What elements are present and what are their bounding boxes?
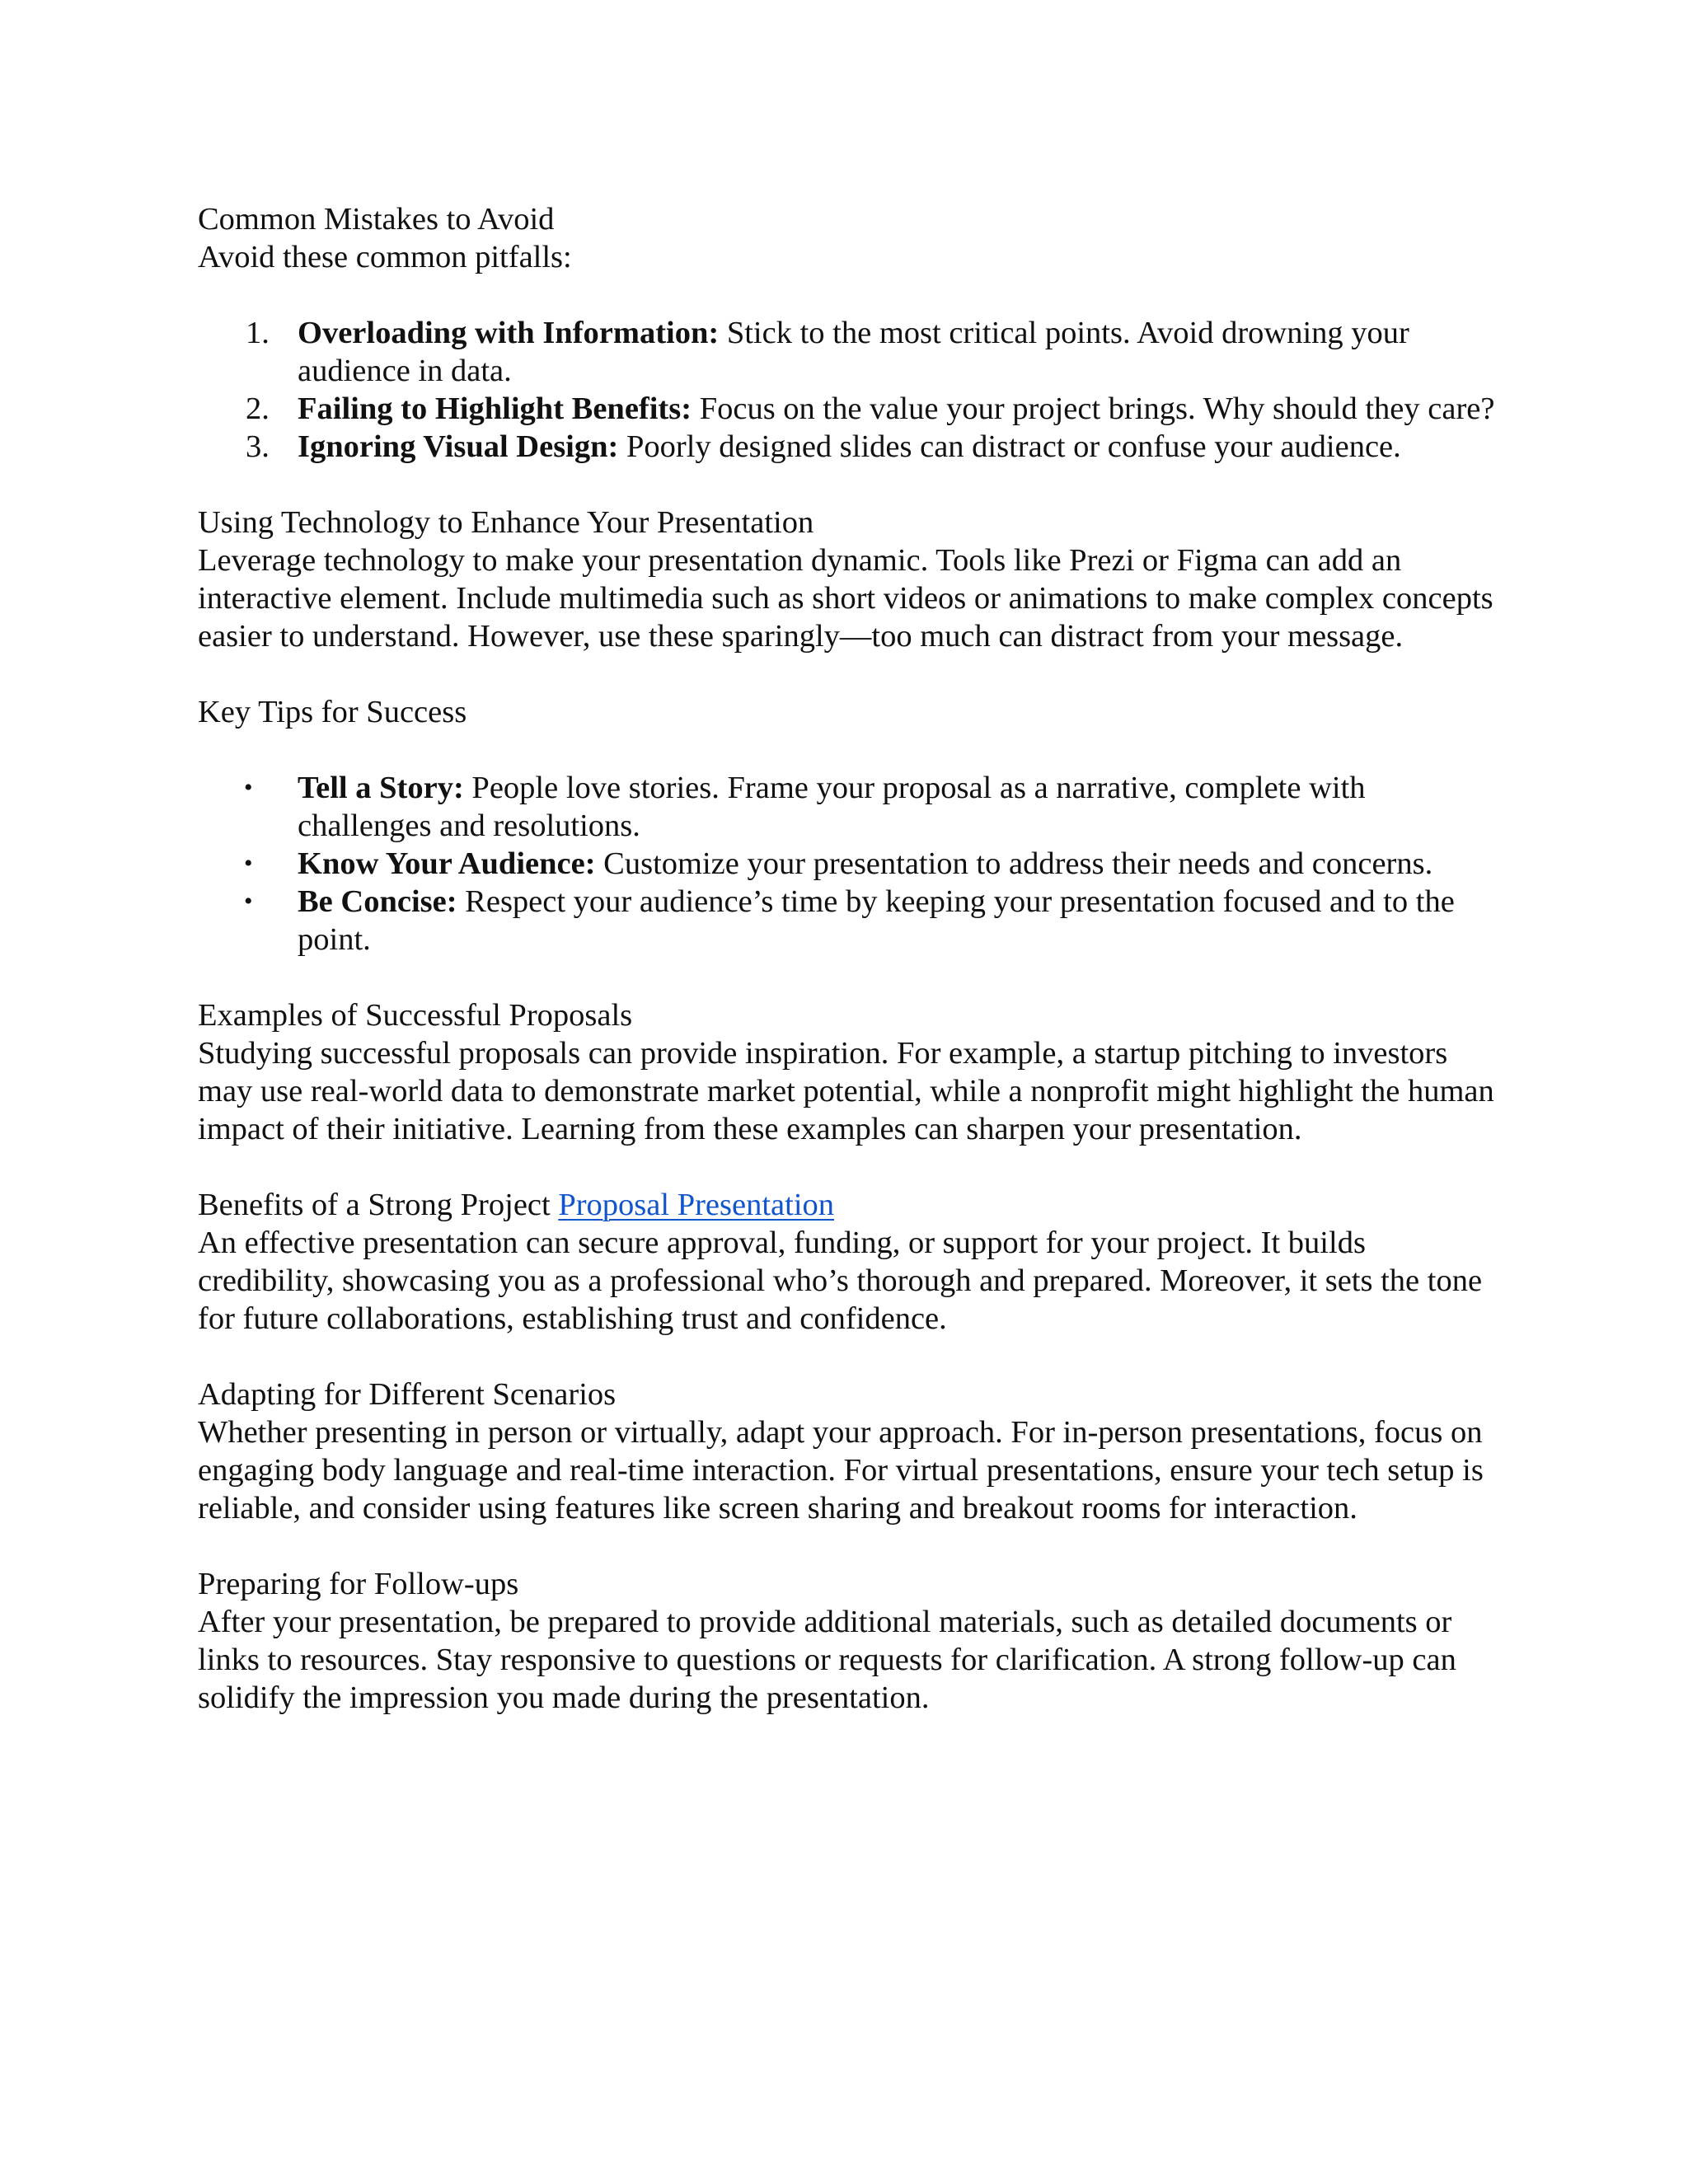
list-item-title: Tell a Story: — [298, 771, 464, 805]
list-item-text: Focus on the value your project brings. Why should they care? — [692, 391, 1495, 426]
list-item — [198, 769, 1500, 845]
document-page — [198, 200, 1500, 1717]
list-item — [198, 883, 1500, 958]
section-examples — [198, 996, 1500, 1148]
section-technology — [198, 504, 1500, 655]
section-body-technology: Leverage technology to make your presentation dynamic. Tools like Prezi or Figma can add an interactive element. Include multimedia such as short videos or animations to make complex concepts easier to understand. However, use these sparingly—too much can distract from your message. — [198, 543, 1493, 654]
list-item-title: Overloading with Information: — [298, 316, 720, 350]
list-number: 3. — [246, 429, 270, 464]
list-number: 2. — [246, 391, 270, 426]
section-heading-technology: Using Technology to Enhance Your Presentation — [198, 505, 814, 540]
proposal-presentation-link[interactable]: Proposal Presentation — [558, 1188, 835, 1222]
list-item-text: Respect your audience’s time by keeping your presentation focused and to the point. — [298, 884, 1455, 957]
section-scenarios — [198, 1376, 1500, 1527]
heading-text: Benefits of a Strong Project — [198, 1188, 559, 1222]
section-heading-tips: Key Tips for Success — [198, 695, 467, 729]
bullet-icon: • — [244, 774, 253, 801]
section-common-mistakes — [198, 200, 1500, 466]
list-item — [198, 845, 1500, 883]
numbered-list-mistakes — [198, 314, 1500, 466]
list-item-text: Customize your presentation to address their needs and concerns. — [595, 846, 1433, 881]
section-heading-scenarios: Adapting for Different Scenarios — [198, 1377, 617, 1412]
section-heading-benefits — [198, 1186, 1500, 1224]
list-item-title: Know Your Audience: — [298, 846, 596, 881]
bullet-list-tips — [198, 769, 1500, 958]
section-body-examples: Studying successful proposals can provide inspiration. For example, a startup pitching to investors may use real-world data to demonstrate market potential, while a nonprofit might highlight the human impact of their initiative. Learning from these examples can sharpen your presentation. — [198, 1036, 1494, 1146]
list-item-text: People love stories. Frame your proposal as a narrative, complete with challenges and resolutions. — [298, 771, 1366, 843]
list-item-text: Stick to the most critical points. Avoid drowning your audience in data. — [298, 316, 1409, 388]
list-item — [198, 390, 1500, 428]
section-heading-examples: Examples of Successful Proposals — [198, 998, 633, 1033]
section-intro-mistakes: Avoid these common pitfalls: — [198, 240, 572, 274]
section-body-scenarios: Whether presenting in person or virtually, adapt your approach. For in-person presentations, focus on engaging body language and real-time interaction. For virtual presentations, ensure your tech setup is reliable, and consider using features like screen sharing and breakout rooms for interaction. — [198, 1415, 1484, 1526]
section-benefits — [198, 1186, 1500, 1338]
list-item-title: Be Concise: — [298, 884, 457, 919]
bullet-icon: • — [244, 888, 253, 915]
list-item-text: Poorly designed slides can distract or confuse your audience. — [618, 429, 1401, 464]
section-heading-followups: Preparing for Follow-ups — [198, 1567, 519, 1601]
list-item — [198, 314, 1500, 390]
section-key-tips — [198, 693, 1500, 958]
list-item — [198, 428, 1500, 466]
section-followups — [198, 1565, 1500, 1717]
bullet-icon: • — [244, 850, 253, 877]
list-item-title: Ignoring Visual Design: — [298, 429, 619, 464]
list-number: 1. — [246, 316, 270, 350]
section-body-benefits: An effective presentation can secure approval, funding, or support for your project. It builds credibility, showcasing you as a professional who’s thorough and prepared. Moreover, it sets the tone for future collaborations, establishing trust and confidence. — [198, 1226, 1483, 1336]
section-body-followups: After your presentation, be prepared to provide additional materials, such as detailed documents or links to resources. Stay responsive to questions or requests for clarification. A strong follow-up can solidify the impression you made during the presentation. — [198, 1605, 1456, 1715]
section-heading-mistakes: Common Mistakes to Avoid — [198, 202, 555, 237]
list-item-title: Failing to Highlight Benefits: — [298, 391, 692, 426]
